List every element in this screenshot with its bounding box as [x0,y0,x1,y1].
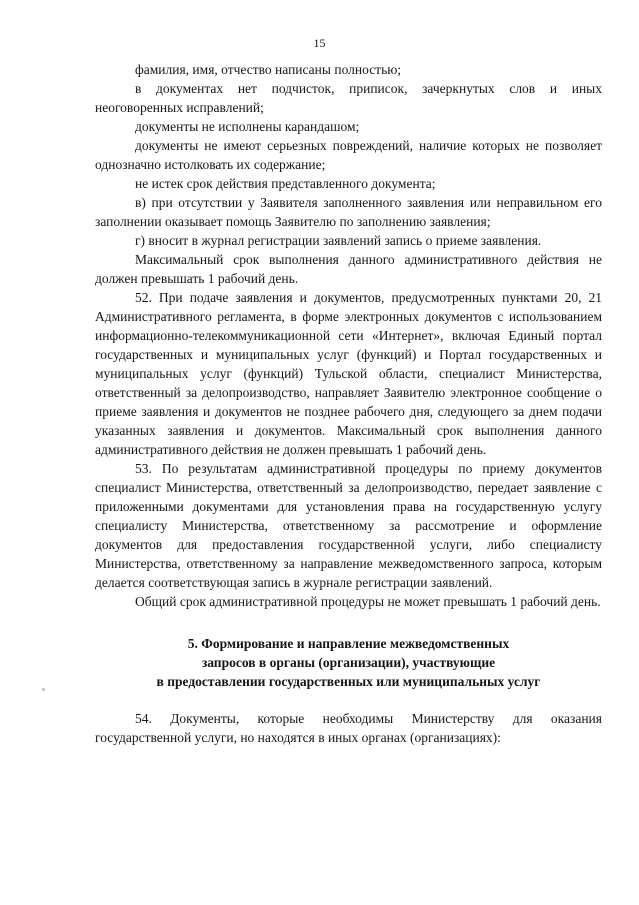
paragraph-validity-not-expired: не истек срок действия представленного документа; [135,176,436,191]
paragraph-no-erasures: в документах нет подчисток, приписок, зачеркнутых слов и иных неоговоренных исправлений; [95,81,602,115]
paragraph-54: 54. Документы, которые необходимы Министерству для оказания государственной услуги, но находятся в иных органах (организациях): [95,711,602,745]
page-number: 15 [313,36,326,50]
paragraph-53: 53. По результатам административной процедуры по приему документов специалист Министерства, ответственный за делопроизводство, передает заявление с приложенными документами для установления права на государственную услугу специалисту Министерства, ответственному за рассмотрение и оформление документов для предоставления государственной услуги, либо специалисту Министерства, ответственному за направление межведомственного запроса, которым делается соответствующая запись в журнале регистрации заявлений. [95,461,602,590]
section-heading-line-1: 5. Формирование и направление межведомственных [187,636,510,651]
section-heading-line-3: в предоставлении государственных или муниципальных услуг [156,674,541,689]
paragraph-max-duration: Максимальный срок выполнения данного административного действия не должен превышать 1 рабочий день. [95,252,602,286]
section-heading-line-2: запросов в органы (организации), участвующие [201,655,496,670]
paragraph-52: 52. При подаче заявления и документов, предусмотренных пунктами 20, 21 Административного регламента, в форме электронных документов с использованием информационно-телекоммуникационной сети «Интернет», включая Единый портал государственных и муниципальных услуг (функций) и Портал государственных и муниципальных услуг (функций) Тульской области, специалист Министерства, ответственный за делопроизводство, направляет Заявителю электронное сообщение о приеме заявления и документов не позднее рабочего дня, следующего за днем подачи указанных заявления и документов. Максимальный срок выполнения данного административного действия не должен превышать 1 рабочий день. [95,290,602,457]
paragraph-no-serious-damage: документы не имеют серьезных повреждений, наличие которых не позволяет однозначно истолковать их содержание; [95,138,602,172]
scan-speck [42,688,45,691]
paragraph-full-name-written: фамилия, имя, отчество написаны полностью; [135,62,402,77]
paragraph-item-g-journal-entry: г) вносит в журнал регистрации заявлений запись о приеме заявления. [135,233,542,248]
section-heading [95,634,602,691]
paragraph-total-duration: Общий срок административной процедуры не может превышать 1 рабочий день. [135,594,601,609]
paragraph-item-v-help-filling: в) при отсутствии у Заявителя заполненного заявления или неправильном его заполнении оказывает помощь Заявителю по заполнению заявления; [95,195,602,229]
document-body [95,60,602,747]
paragraph-not-in-pencil: документы не исполнены карандашом; [135,119,360,134]
